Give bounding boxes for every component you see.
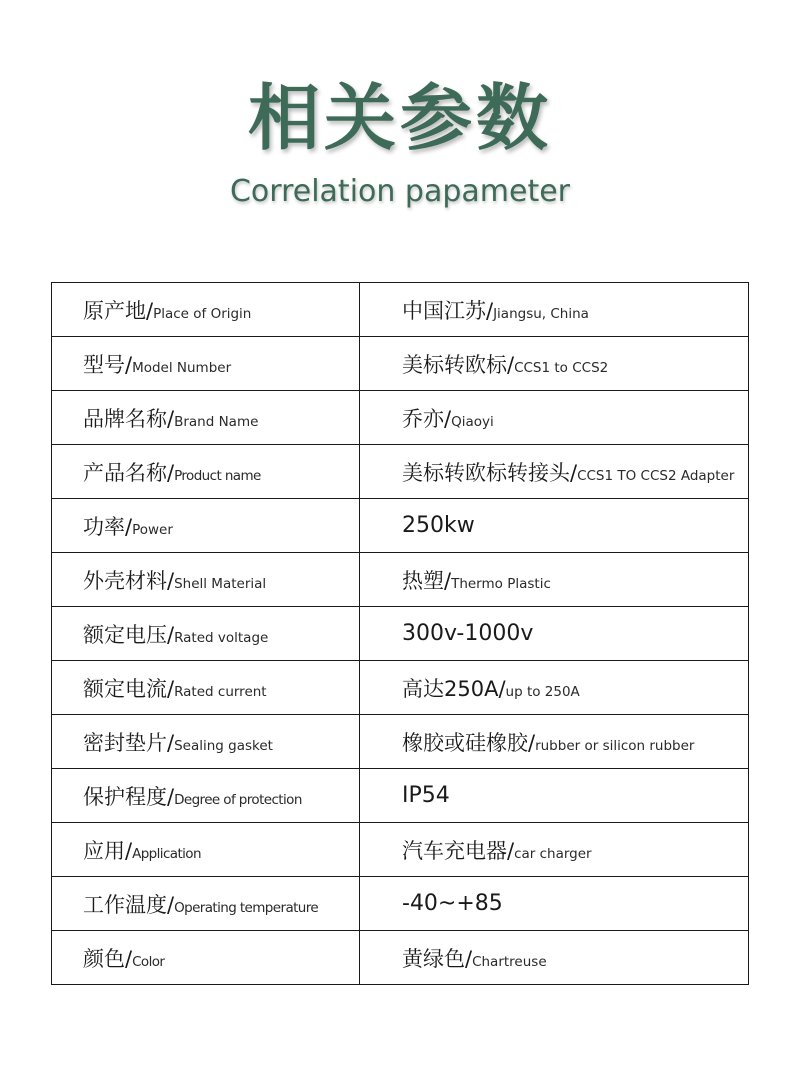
param-value-cn: 热塑/	[402, 568, 452, 593]
param-label-en: Power	[132, 521, 173, 538]
param-value-cn: 汽车充电器/	[402, 838, 515, 863]
param-label-cell	[52, 607, 360, 661]
param-value-en: Chartreuse	[472, 953, 547, 970]
param-label-cell	[52, 877, 360, 931]
param-value-cell	[360, 391, 749, 445]
table-row	[52, 337, 749, 391]
param-value-en: CCS1 TO CCS2 Adapter	[577, 467, 735, 484]
param-value-cell	[360, 553, 749, 607]
param-label-en: Sealing gasket	[174, 737, 273, 754]
param-value-cn: 高达250A/	[402, 676, 506, 701]
param-label-cell	[52, 661, 360, 715]
param-label-cn: 应用/	[83, 838, 133, 863]
table-row	[52, 931, 749, 985]
param-label-en: Degree of protection	[174, 791, 302, 808]
table-row	[52, 553, 749, 607]
param-label-en: Place of Origin	[153, 305, 252, 322]
param-value-cn: 黄绿色/	[402, 946, 473, 971]
param-label-cn: 密封垫片/	[83, 730, 175, 755]
param-label-cn: 产品名称/	[83, 460, 175, 485]
param-value-cell	[360, 283, 749, 337]
param-value-cell	[360, 661, 749, 715]
param-value-en: CCS1 to CCS2	[514, 359, 609, 376]
parameter-table	[51, 282, 749, 985]
param-label-cn: 颜色/	[83, 946, 133, 971]
param-label-en: Model Number	[132, 359, 232, 376]
param-label-en: Shell Material	[174, 575, 267, 592]
param-value-cell	[360, 823, 749, 877]
param-value-en: Jiangsu, China	[493, 305, 589, 322]
param-value-cell	[360, 715, 749, 769]
param-label-cell	[52, 283, 360, 337]
param-label-cell	[52, 931, 360, 985]
table-row	[52, 823, 749, 877]
param-label-cn: 外壳材料/	[83, 568, 175, 593]
param-label-en: Application	[132, 845, 201, 862]
param-value-cn: 300v-1000v	[402, 621, 534, 646]
param-label-cn: 工作温度/	[83, 892, 175, 917]
param-label-cell	[52, 499, 360, 553]
param-value-cell	[360, 769, 749, 823]
param-label-cn: 型号/	[83, 352, 133, 377]
page-heading	[0, 70, 800, 212]
table-row	[52, 877, 749, 931]
param-value-cn: -40~+85	[402, 891, 503, 916]
param-label-en: Operating temperature	[174, 899, 319, 916]
table-row	[52, 499, 749, 553]
param-label-en: Color	[132, 953, 165, 970]
table-row	[52, 661, 749, 715]
param-value-cn: 乔亦/	[402, 406, 452, 431]
table-row	[52, 391, 749, 445]
param-value-en: Thermo Plastic	[451, 575, 551, 592]
param-value-cell	[360, 877, 749, 931]
param-label-cell	[52, 445, 360, 499]
page-subtitle: Correlation papameter	[229, 174, 571, 209]
param-label-cell	[52, 715, 360, 769]
param-value-cn: 美标转欧标/	[402, 352, 515, 377]
param-value-cell	[360, 445, 749, 499]
param-label-cell	[52, 769, 360, 823]
param-value-cn: 橡胶或硅橡胶/	[402, 730, 536, 755]
param-value-cell	[360, 337, 749, 391]
param-label-cell	[52, 553, 360, 607]
param-label-en: Rated current	[174, 683, 267, 700]
table-row	[52, 769, 749, 823]
param-value-cn: 中国江苏/	[402, 298, 494, 323]
param-label-en: Rated voltage	[174, 629, 269, 646]
table-row	[52, 445, 749, 499]
param-value-en: Qiaoyi	[451, 413, 494, 430]
table-row	[52, 715, 749, 769]
table-row	[52, 283, 749, 337]
param-value-cell	[360, 607, 749, 661]
param-label-cn: 保护程度/	[83, 784, 175, 809]
param-label-cell	[52, 391, 360, 445]
param-label-en: Product name	[174, 467, 261, 484]
param-value-cell	[360, 931, 749, 985]
param-value-en: up to 250A	[505, 683, 580, 700]
param-label-cell	[52, 823, 360, 877]
param-value-en: rubber or silicon rubber	[535, 737, 695, 754]
param-label-cn: 额定电压/	[83, 622, 175, 647]
param-label-en: Brand Name	[174, 413, 259, 430]
param-value-cell	[360, 499, 749, 553]
param-label-cn: 额定电流/	[83, 676, 175, 701]
table-row	[52, 607, 749, 661]
page-title: 相关参数	[247, 76, 552, 160]
param-value-en: car charger	[514, 845, 592, 862]
param-label-cn: 品牌名称/	[83, 406, 175, 431]
param-label-cn: 功率/	[83, 514, 133, 539]
param-label-cn: 原产地/	[83, 298, 154, 323]
param-value-cn: 250kw	[402, 513, 475, 538]
param-label-cell	[52, 337, 360, 391]
param-value-cn: IP54	[402, 783, 450, 808]
param-value-cn: 美标转欧标转接头/	[402, 460, 578, 485]
